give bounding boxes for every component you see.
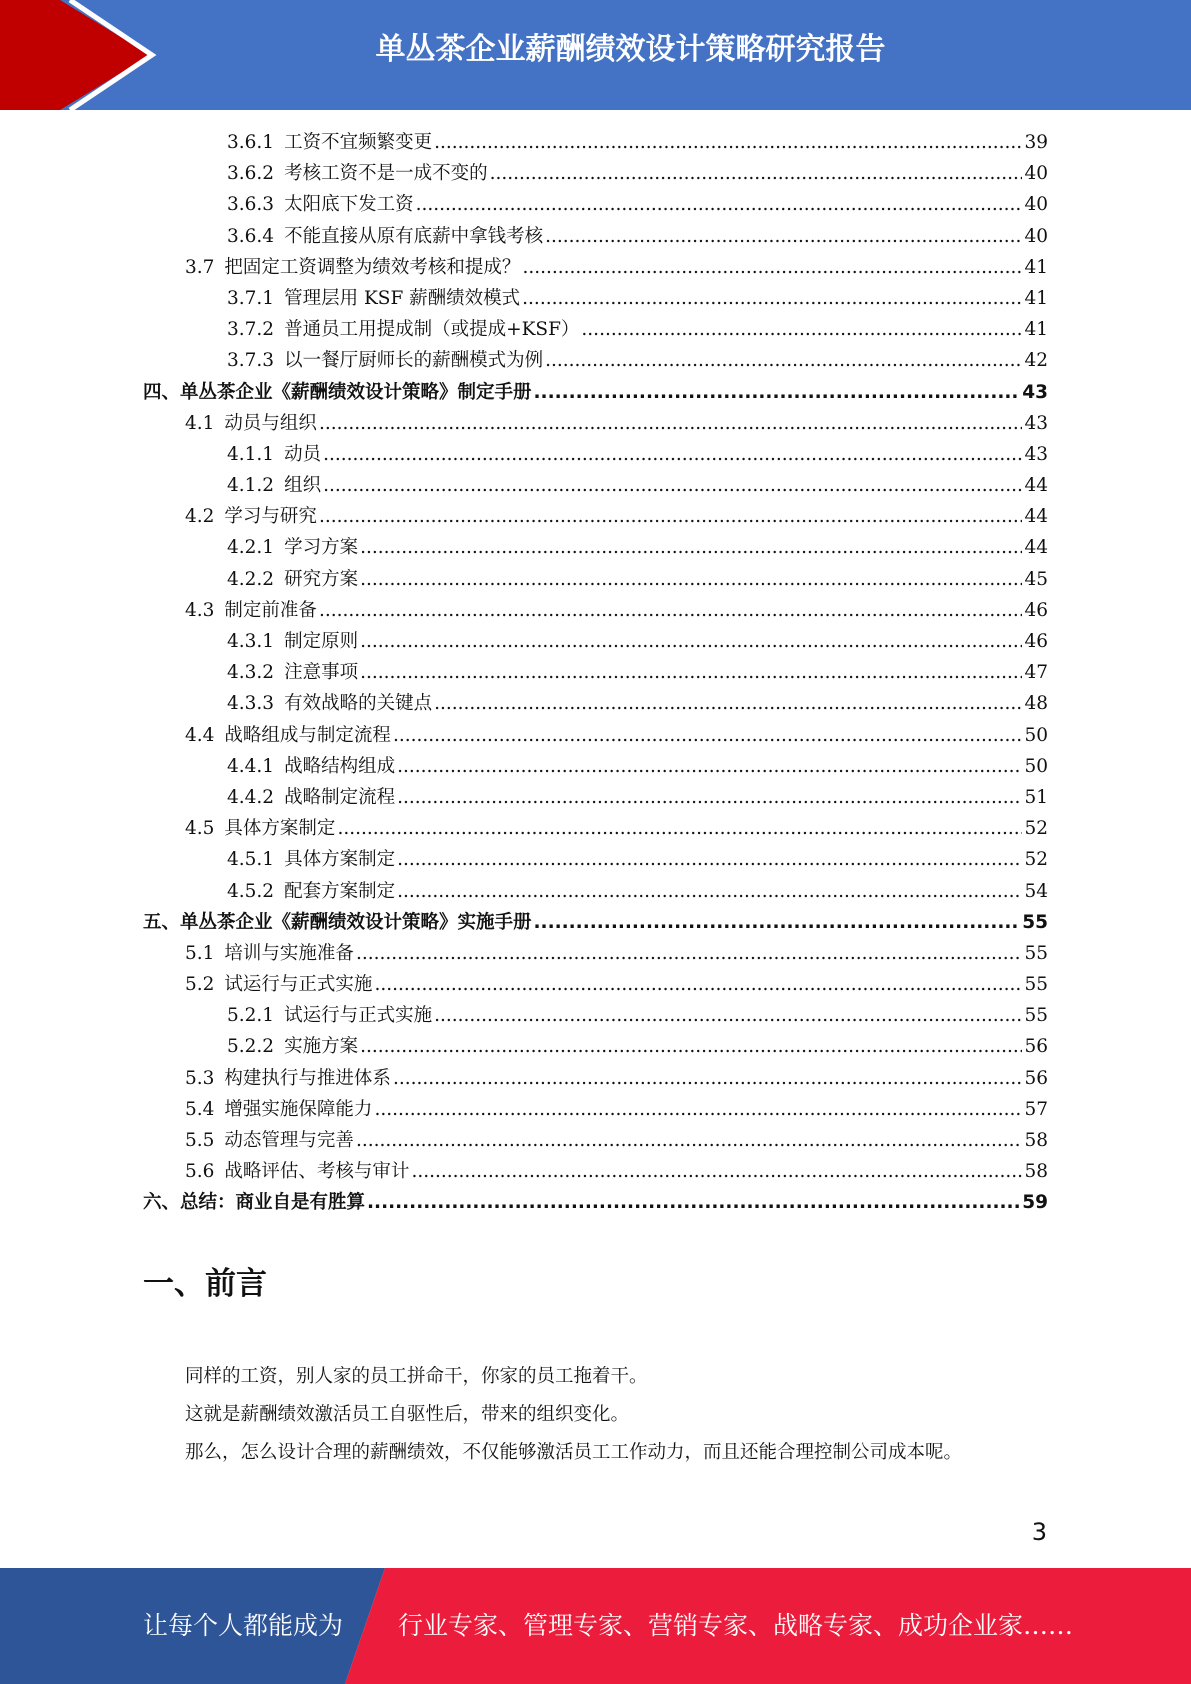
toc-dot-leader: [360, 569, 1022, 590]
toc-dot-leader: [319, 506, 1023, 527]
toc-entry-page: 50: [1024, 724, 1048, 746]
page-number: 3: [1031, 1518, 1047, 1546]
toc-entry-title: 工资不宜频繁变更: [284, 132, 433, 153]
toc-entry[interactable]: [143, 346, 1048, 377]
toc-entry-number: 5.5: [185, 1130, 215, 1151]
footer-slogan-left: 让每个人都能成为: [143, 1611, 344, 1640]
toc-entry-title: 配套方案制定: [284, 880, 396, 902]
toc-entry-page: 45: [1024, 568, 1048, 590]
toc-entry-page: 44: [1024, 537, 1048, 559]
toc-entry-page: 50: [1024, 755, 1048, 777]
toc-dot-leader: [434, 693, 1022, 714]
toc-entry[interactable]: [143, 128, 1048, 159]
toc-entry-number: 3.6.4: [227, 225, 275, 247]
toc-entry-page: 40: [1024, 225, 1048, 247]
toc-entry-page: 59: [1022, 1192, 1048, 1214]
toc-entry-title: 战略结构组成: [284, 755, 396, 777]
toc-entry-page: 52: [1024, 818, 1048, 840]
toc-entry[interactable]: [143, 1001, 1048, 1032]
toc-entry[interactable]: [143, 315, 1048, 346]
toc-entry-title: 注意事项: [284, 662, 359, 684]
paragraph: 那么，怎么设计合理的薪酬绩效，不仅能够激活员工工作动力，而且还能合理控制公司成本呢。: [185, 1442, 963, 1463]
toc-dot-leader: [397, 881, 1022, 902]
toc-entry[interactable]: [143, 253, 1048, 284]
toc-entry-number: 4.2.2: [227, 568, 275, 590]
toc-entry-page: 43: [1024, 412, 1048, 434]
toc-entry[interactable]: [143, 908, 1048, 939]
toc-entry-page: 39: [1024, 132, 1048, 153]
toc-entry-number: 5.1: [185, 942, 215, 964]
toc-entry[interactable]: [143, 752, 1048, 783]
toc-entry[interactable]: [143, 471, 1048, 502]
toc-entry-page: 57: [1024, 1098, 1048, 1120]
toc-entry-title: 具体方案制定: [224, 818, 336, 840]
toc-entry-title: 动员与组织: [224, 412, 317, 434]
section-heading: 一、前言: [143, 1266, 267, 1302]
toc-dot-leader: [337, 818, 1022, 839]
toc-dot-leader: [581, 319, 1022, 340]
toc-entry-title: 培训与实施准备: [224, 942, 354, 964]
toc-entry-title: 学习方案: [284, 537, 359, 559]
toc-dot-leader: [367, 1192, 1020, 1213]
toc-dot-leader: [360, 537, 1022, 558]
toc-entry[interactable]: [143, 1188, 1048, 1219]
toc-entry[interactable]: [143, 409, 1048, 440]
toc-dot-leader: [522, 288, 1022, 309]
toc-dot-leader: [545, 226, 1022, 247]
toc-dot-leader: [393, 725, 1023, 746]
toc-entry-title: 太阳底下发工资: [284, 194, 414, 216]
toc-dot-leader: [319, 413, 1023, 434]
toc-entry-number: 5.4: [185, 1098, 215, 1120]
toc-entry-page: 44: [1024, 475, 1048, 497]
toc-dot-leader: [360, 1036, 1022, 1057]
toc-entry-title: 战略评估、考核与审计: [224, 1161, 410, 1183]
toc-entry-page: 42: [1024, 350, 1048, 372]
toc-entry-page: 41: [1024, 319, 1048, 341]
toc-entry-number: 3.7.1: [227, 287, 275, 309]
toc-entry-title: 战略组成与制定流程: [224, 724, 391, 746]
toc-entry[interactable]: [143, 565, 1048, 596]
toc-entry-number: 3.7: [185, 256, 215, 278]
toc-entry[interactable]: [143, 689, 1048, 720]
table-of-contents: [143, 128, 1048, 1220]
toc-dot-leader: [319, 600, 1023, 621]
toc-entry-page: 51: [1024, 786, 1048, 808]
toc-entry-title: 试运行与正式实施: [284, 1005, 433, 1027]
toc-entry[interactable]: [143, 190, 1048, 221]
toc-entry-page: 58: [1024, 1161, 1048, 1183]
toc-entry-page: 43: [1024, 443, 1048, 465]
toc-dot-leader: [356, 1130, 1023, 1151]
toc-entry-number: 3.6.2: [227, 163, 275, 185]
toc-entry-title: 动态管理与完善: [224, 1130, 354, 1151]
document-title: 单丛茶企业薪酬绩效设计策略研究报告: [375, 32, 886, 67]
section-body: [143, 1358, 1048, 1472]
footer-slogan-right: 行业专家、管理专家、营销专家、战略专家、成功企业家……: [398, 1611, 1074, 1640]
toc-dot-leader: [360, 662, 1022, 683]
toc-entry-number: 5.6: [185, 1161, 215, 1183]
toc-entry-page: 47: [1024, 662, 1048, 684]
toc-entry[interactable]: [143, 845, 1048, 876]
toc-entry[interactable]: [143, 1157, 1048, 1188]
toc-entry-page: 55: [1022, 911, 1048, 933]
toc-entry[interactable]: [143, 970, 1048, 1001]
toc-entry-title: 增强实施保障能力: [224, 1098, 373, 1120]
toc-entry-title: 实施方案: [284, 1036, 359, 1058]
toc-dot-leader: [323, 444, 1022, 465]
toc-dot-leader: [416, 194, 1023, 215]
toc-entry-page: 41: [1024, 256, 1048, 278]
toc-entry[interactable]: [143, 1126, 1048, 1157]
toc-dot-leader: [374, 1099, 1022, 1120]
toc-dot-leader: [545, 350, 1022, 371]
toc-entry-page: 56: [1024, 1036, 1048, 1058]
toc-entry-title: 组织: [284, 475, 322, 497]
paragraph: 同样的工资，别人家的员工拼命干，你家的员工拖着干。: [185, 1366, 648, 1387]
toc-entry-title: 五、单丛茶企业《薪酬绩效设计策略》实施手册: [143, 911, 532, 933]
toc-entry-page: 55: [1024, 1005, 1048, 1027]
toc-entry-page: 40: [1024, 194, 1048, 216]
toc-dot-leader: [397, 849, 1022, 870]
toc-entry[interactable]: [143, 502, 1048, 533]
toc-entry-title: 管理层用 KSF 薪酬绩效模式: [284, 287, 521, 309]
toc-entry[interactable]: [143, 222, 1048, 253]
toc-entry-page: 46: [1024, 631, 1048, 652]
toc-entry-title: 以一餐厅厨师长的薪酬模式为例: [284, 350, 544, 372]
toc-entry-page: 55: [1024, 942, 1048, 964]
toc-entry-number: 4.5: [185, 818, 215, 840]
toc-entry[interactable]: [143, 814, 1048, 845]
toc-entry-title: 战略制定流程: [284, 786, 396, 808]
toc-entry-number: 5.3: [185, 1067, 215, 1089]
toc-dot-leader: [534, 912, 1021, 933]
toc-entry-title: 制定原则: [284, 631, 359, 652]
paragraph: 这就是薪酬绩效激活员工自驱性后，带来的组织变化。: [185, 1404, 630, 1425]
toc-dot-leader: [397, 756, 1022, 777]
toc-entry-number: 3.7.3: [227, 350, 275, 372]
toc-entry-page: 54: [1024, 880, 1048, 902]
toc-entry-number: 5.2.1: [227, 1005, 275, 1027]
toc-entry[interactable]: [143, 721, 1048, 752]
toc-entry[interactable]: [143, 658, 1048, 689]
toc-dot-leader: [434, 132, 1022, 153]
toc-entry-number: 5.2: [185, 974, 215, 996]
toc-entry-page: 55: [1024, 974, 1048, 996]
toc-dot-leader: [374, 974, 1022, 995]
toc-entry-number: 4.3.1: [227, 631, 275, 652]
toc-entry-page: 44: [1024, 506, 1048, 528]
toc-entry-number: 4.1.1: [227, 443, 275, 465]
toc-entry[interactable]: [143, 596, 1048, 627]
toc-entry-number: 3.7.2: [227, 319, 275, 341]
toc-entry[interactable]: [143, 1095, 1048, 1126]
toc-entry-page: 48: [1024, 693, 1048, 715]
toc-entry-page: 40: [1024, 163, 1048, 185]
toc-dot-leader: [397, 787, 1022, 808]
toc-dot-leader: [490, 163, 1023, 184]
toc-entry-number: 5.2.2: [227, 1036, 275, 1058]
toc-dot-leader: [522, 257, 1022, 278]
toc-entry-page: 58: [1024, 1130, 1048, 1151]
toc-entry-number: 4.2: [185, 506, 215, 528]
toc-entry[interactable]: [143, 783, 1048, 814]
page-footer: [0, 1568, 1191, 1684]
toc-entry-number: 4.2.1: [227, 537, 275, 559]
toc-entry-number: 4.5.1: [227, 849, 275, 871]
toc-entry[interactable]: [143, 284, 1048, 315]
toc-entry-number: 4.4.2: [227, 786, 275, 808]
toc-entry-number: 4.4: [185, 724, 215, 746]
toc-entry-number: 3.6.1: [227, 132, 275, 153]
toc-entry-page: 56: [1024, 1067, 1048, 1089]
toc-entry-title: 动员: [284, 443, 322, 465]
toc-dot-leader: [360, 631, 1022, 652]
toc-entry-number: 3.6.3: [227, 194, 275, 216]
toc-entry-title: 研究方案: [284, 568, 359, 590]
toc-entry-title: 具体方案制定: [284, 849, 396, 871]
toc-entry-title: 试运行与正式实施: [224, 974, 373, 996]
toc-dot-leader: [534, 382, 1021, 403]
toc-entry-page: 52: [1024, 849, 1048, 871]
toc-entry-title: 四、单丛茶企业《薪酬绩效设计策略》制定手册: [143, 381, 532, 403]
toc-entry[interactable]: [143, 159, 1048, 190]
toc-entry-title: 普通员工用提成制（或提成+KSF）: [284, 319, 580, 341]
toc-entry[interactable]: [143, 378, 1048, 409]
toc-dot-leader: [434, 1005, 1022, 1026]
toc-entry-number: 4.3: [185, 599, 215, 621]
toc-entry-title: 把固定工资调整为绩效考核和提成？: [224, 256, 521, 278]
toc-entry-page: 41: [1024, 287, 1048, 309]
toc-dot-leader: [356, 943, 1023, 964]
toc-entry-number: 4.1.2: [227, 475, 275, 497]
toc-entry-title: 不能直接从原有底薪中拿钱考核: [284, 225, 544, 247]
toc-entry-number: 4.4.1: [227, 755, 275, 777]
toc-entry-number: 4.3.2: [227, 662, 275, 684]
toc-entry[interactable]: [143, 627, 1048, 658]
toc-entry-page: 43: [1022, 381, 1048, 403]
toc-entry-title: 考核工资不是一成不变的: [284, 163, 488, 185]
toc-entry[interactable]: [143, 939, 1048, 970]
toc-entry-number: 4.3.3: [227, 693, 275, 715]
toc-dot-leader: [393, 1068, 1023, 1089]
toc-entry-number: 4.5.2: [227, 880, 275, 902]
toc-dot-leader: [411, 1161, 1022, 1182]
toc-entry[interactable]: [143, 1064, 1048, 1095]
toc-entry[interactable]: [143, 533, 1048, 564]
toc-entry[interactable]: [143, 1032, 1048, 1063]
toc-entry-number: 4.1: [185, 412, 215, 434]
toc-dot-leader: [323, 475, 1022, 496]
toc-entry-title: 六、总结：商业自是有胜算: [143, 1192, 366, 1214]
toc-entry[interactable]: [143, 440, 1048, 471]
toc-entry-title: 学习与研究: [224, 506, 317, 528]
toc-entry-title: 有效战略的关键点: [284, 693, 433, 715]
page-header: [0, 0, 1191, 110]
toc-entry-page: 46: [1024, 599, 1048, 621]
toc-entry[interactable]: [143, 877, 1048, 908]
toc-entry-title: 构建执行与推进体系: [224, 1067, 391, 1089]
toc-entry-title: 制定前准备: [224, 599, 317, 621]
